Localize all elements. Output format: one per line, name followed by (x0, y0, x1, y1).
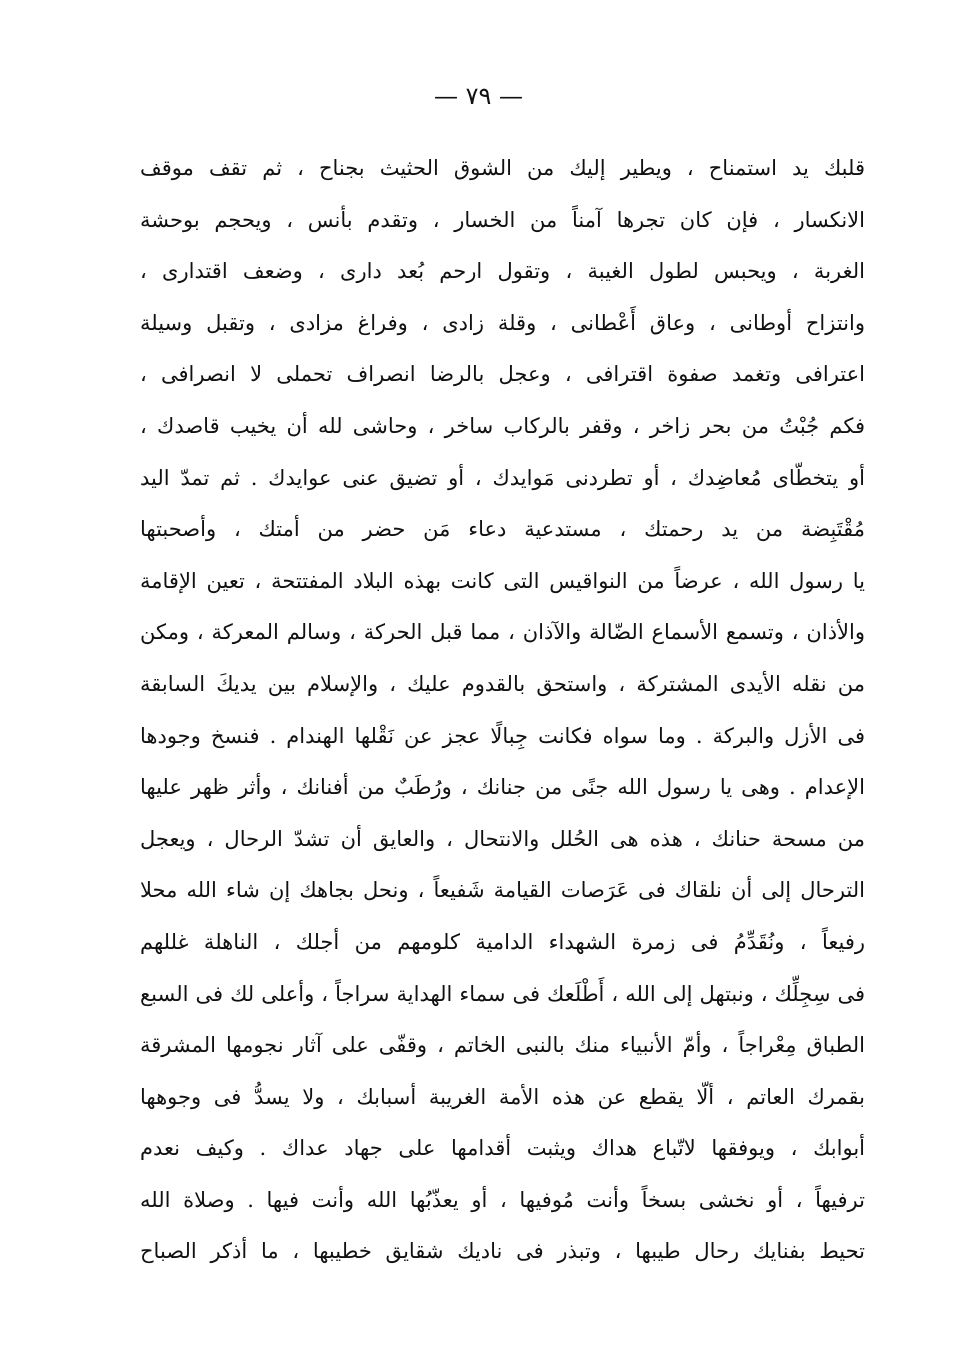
text-line: تحيط بفنايك رحال طيبها ، وتبذر فى ناديك شقايق خطيبها ، ما أذكر الصباح (140, 1239, 865, 1264)
text-line: أبوابك ، ويوفقها لاتّباع هداك ويثبت أقدامها على جهاد عداك . وكيف نعدم (140, 1136, 865, 1161)
page-number: — ٧٩ — (433, 82, 524, 110)
text-line: فى سِجِلِّك ، ونبتهل إلى الله ، أَطْلَعك فى سماء الهداية سراجاً ، وأعلى لك فى السبع (140, 981, 865, 1006)
text-line: فكم جُبْتُ من بحر زاخر ، وقفر بالركاب ساخر ، وحاشى لله أن يخيب قاصدك ، (140, 413, 865, 438)
text-line: أو يتخطّاى مُعاضِدك ، أو تطردنى مَوايدك ، أو تضيق عنى عوايدك . ثم تمدّ اليد (140, 465, 865, 490)
text-line: ترفيهاً ، أو نخشى بسخاً وأنت مُوفيها ، أو يعذّبُها الله وأنت فيها . وصلاة الله (140, 1187, 865, 1212)
body-text (140, 148, 865, 1283)
text-line: رفيعاً ، ونُقَدِّمُ فى زمرة الشهداء الدامية كلومهم من أجلك ، الناهلة غللهم (140, 929, 865, 954)
text-line: من نقله الأيدى المشتركة ، واستحق بالقدوم عليك ، والإسلام بين يديكَ السابقة (140, 671, 865, 696)
text-line: فى الأزل والبركة . وما سواه فكانت جِبالًا عجز عن نَقْلها الهندام . فنسخ وجودها (140, 723, 865, 748)
text-line: الانكسار ، فإن كان تجرها آمناً من الخسار ، وتقدم بأنس ، ويحجم بوحشة (140, 207, 865, 232)
text-line: الغربة ، ويحبس لطول الغيبة ، وتقول ارحم بُعد دارى ، وضعف اقتدارى ، (140, 259, 865, 284)
text-line: من مسحة حنانك ، هذه هى الحُلل والانتحال ، والعايق أن تشدّ الرحال ، ويعجل (140, 826, 865, 851)
text-line: والأذان ، وتسمع الأسماع الضّالة والآذان ، مما قبل الحركة ، وسالم المعركة ، ومكن (140, 620, 865, 645)
text-line: الترحال إلى أن نلقاك فى عَرَصات القيامة شَفيعاً ، ونحل بجاهك إن شاء الله محلا (140, 878, 865, 903)
text-line: قلبك يد استمناح ، ويطير إليك من الشوق الحثيث بجناح ، ثم تقف موقف (140, 156, 865, 180)
text-line: مُقْتَبِضة من يد رحمتك ، مستدعية دعاء مَن حضر من أمتك ، وأصحبتها (140, 517, 865, 542)
text-line: وانتزاح أوطانى ، وعاق أَعْطانى ، وقلة زادى ، وفراغ مزادى ، وتقبل وسيلة (140, 310, 865, 335)
text-line: بقمرك العاتم ، ألّا يقطع عن هذه الأمة الغريبة أسبابك ، ولا يسدُّ فى وجوهها (140, 1084, 865, 1109)
text-line: يا رسول الله ، عرضاً من النواقيس التى كانت بهذه البلاد المفتتحة ، تعين الإقامة (140, 568, 865, 593)
text-line: الطباق مِعْراجاً ، وأمّ الأنبياء منك بالنبى الخاتم ، وقفّى على آثار نجومها المشرقة (140, 1033, 865, 1058)
text-line: الإعدام . وهى يا رسول الله جنًى من جنانك ، ورُطَبٌ من أفنانك ، وأثر ظهر عليها (140, 775, 865, 800)
text-line: اعترافى وتغمد صفوة اقترافى ، وعجل بالرضا انصراف تحملى لا انصرافى ، (140, 362, 865, 387)
